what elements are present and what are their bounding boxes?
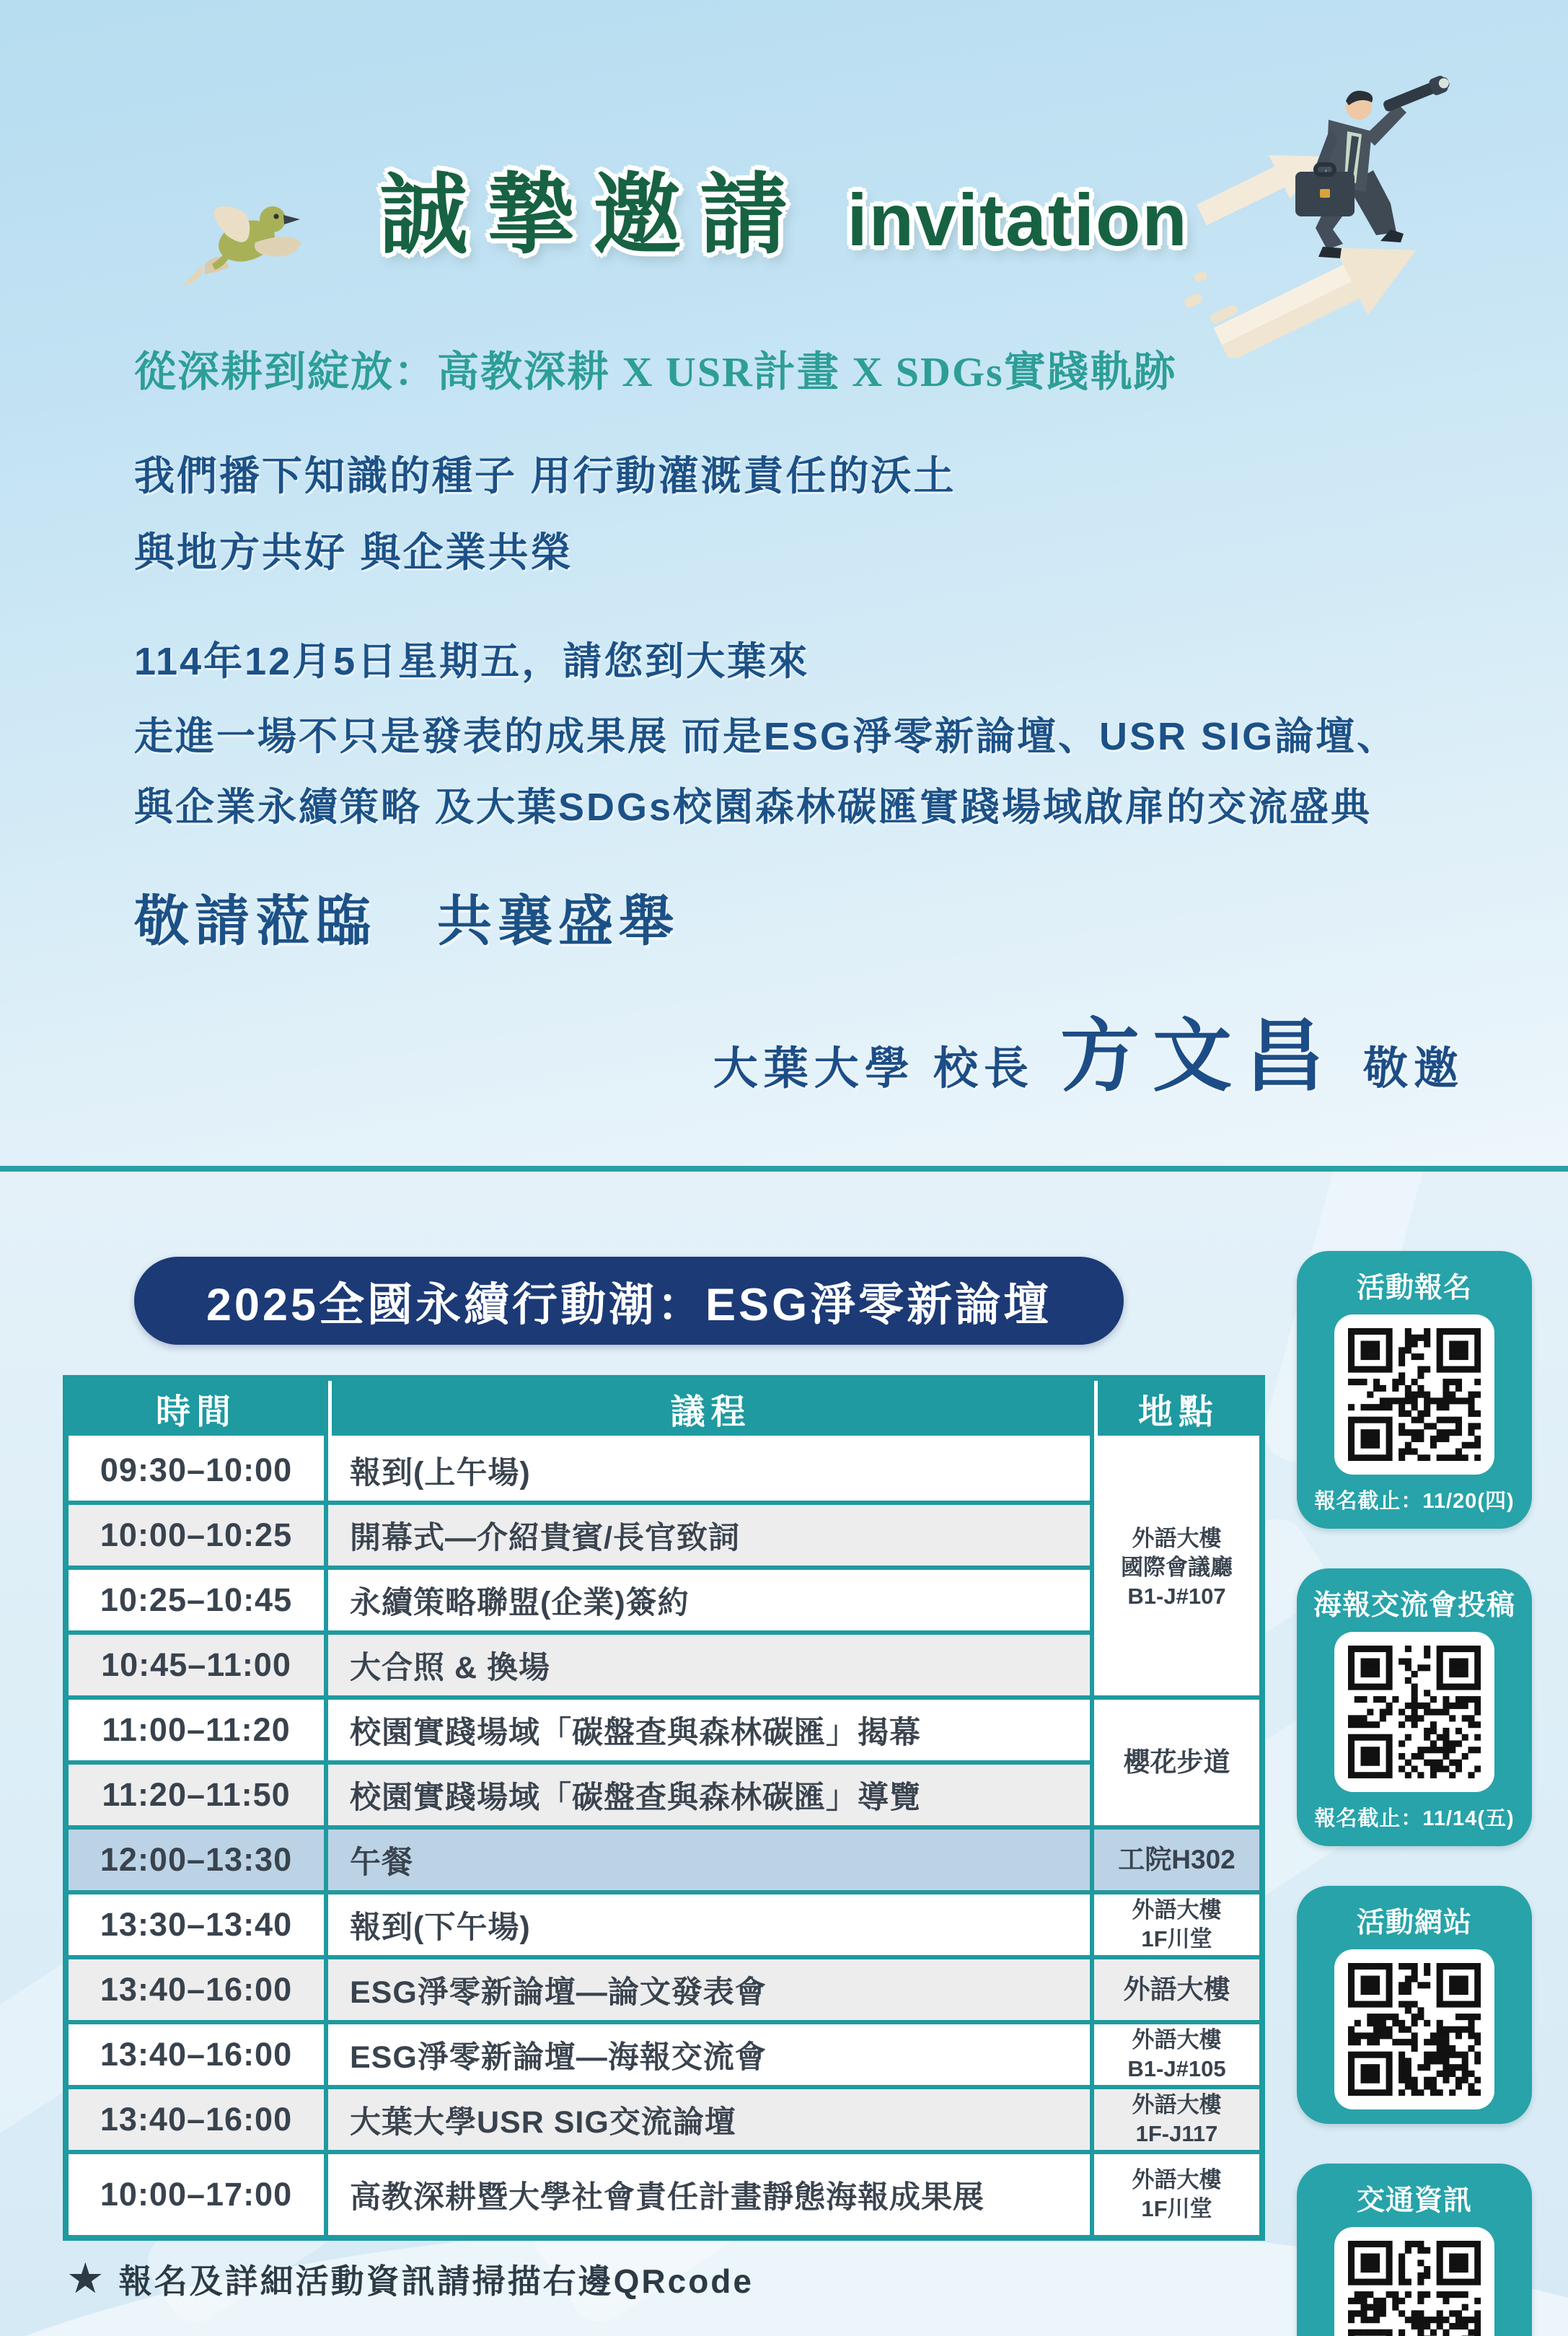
intro-line-2: 與地方共好 與企業共榮 xyxy=(134,530,573,575)
schedule-time-cell: 13:30–13:40 xyxy=(69,1894,324,1955)
schedule-location-cell xyxy=(1094,2024,1259,2085)
schedule-location-line: 外語大樓 xyxy=(1123,1974,1230,2004)
title-zh: 誠摯邀請 xyxy=(379,166,807,264)
schedule-header-3: 地點 xyxy=(1094,1381,1259,1436)
date-line-1: 114年12月5日星期五，請您到大葉來 xyxy=(134,640,810,683)
schedule-location-line: 國際會議廳 xyxy=(1121,1554,1233,1580)
schedule-location-line: B1-J#105 xyxy=(1127,2056,1226,2081)
star-icon: ★ xyxy=(69,2258,105,2300)
qr-card-2 xyxy=(1297,1568,1532,1846)
signature xyxy=(713,993,1464,1107)
schedule-agenda-cell: 大葉大學USR SIG交流論壇 xyxy=(328,2089,1090,2150)
schedule-title: 2025全國永續行動潮：ESG淨零新論壇 xyxy=(206,1279,1052,1330)
qr-card-3 xyxy=(1297,1886,1532,2124)
schedule-time-cell: 10:45–11:00 xyxy=(69,1635,324,1695)
qr-code xyxy=(1334,1314,1494,1475)
schedule-time-cell: 10:00–10:25 xyxy=(69,1505,324,1566)
schedule-agenda-cell: 報到(下午場) xyxy=(328,1894,1090,1955)
signature-prefix: 大葉大學 校長 xyxy=(713,1044,1034,1094)
schedule-agenda-cell: 校園實踐場域「碳盤查與森林碳匯」揭幕 xyxy=(328,1700,1090,1760)
qr-card-title: 活動報名 xyxy=(1356,1273,1472,1304)
title-en: invitation xyxy=(847,179,1189,261)
schedule-agenda-cell: 校園實踐場域「碳盤查與森林碳匯」導覽 xyxy=(328,1765,1090,1825)
schedule-location-cell xyxy=(1094,1700,1259,1825)
footer-note-text: 報名及詳細活動資訊請掃描右邊QRcode xyxy=(118,2262,754,2300)
schedule-agenda-cell: ESG淨零新論壇—海報交流會 xyxy=(328,2024,1090,2085)
schedule-location-cell xyxy=(1094,2089,1259,2150)
schedule-agenda-cell: 午餐 xyxy=(328,1830,1090,1890)
schedule-location-line: 外語大樓 xyxy=(1132,2091,1222,2117)
schedule-time-cell: 13:40–16:00 xyxy=(69,2089,324,2150)
schedule-time-cell: 11:00–11:20 xyxy=(69,1700,324,1760)
schedule-location-line: 外語大樓 xyxy=(1132,2027,1222,2052)
qr-code xyxy=(1334,1632,1494,1792)
schedule-location-line: 工院H302 xyxy=(1118,1844,1236,1874)
tagline: 從深耕到綻放：高教深耕 X USR計畫 X SDGs實踐軌跡 xyxy=(134,348,1177,395)
schedule-header-2: 議程 xyxy=(328,1381,1090,1436)
qr-card-deadline: 報名截止：11/20(四) xyxy=(1314,1490,1515,1513)
schedule-location-line: 櫻花步道 xyxy=(1123,1747,1230,1777)
schedule-time-cell: 10:00–17:00 xyxy=(69,2154,324,2235)
schedule-header-1: 時間 xyxy=(69,1381,324,1436)
schedule-table xyxy=(63,1375,1265,2241)
qr-card-title: 海報交流會投稿 xyxy=(1313,1590,1515,1621)
date-line-3: 與企業永續策略 及大葉SDGs校園森林碳匯實踐場域啟扉的交流盛典 xyxy=(134,786,1373,829)
schedule-location-cell xyxy=(1094,1830,1259,1890)
qr-card-title: 活動網站 xyxy=(1356,1907,1472,1938)
schedule-agenda-cell: 高教深耕暨大學社會責任計畫靜態海報成果展 xyxy=(328,2154,1090,2235)
qr-card-1 xyxy=(1297,1251,1532,1529)
invite-line: 敬請蒞臨 共襄盛舉 xyxy=(134,891,679,952)
schedule-title-banner xyxy=(134,1257,1124,1345)
schedule-location-line: 外語大樓 xyxy=(1132,1525,1222,1551)
qr-card-title: 交通資訊 xyxy=(1356,2185,1472,2216)
intro-line-1: 我們播下知識的種子 用行動灌溉責任的沃土 xyxy=(134,453,956,499)
schedule-location-cell xyxy=(1094,1440,1259,1695)
qr-card-4 xyxy=(1297,2164,1532,2336)
schedule-location-cell xyxy=(1094,1894,1259,1955)
schedule-location-line: 外語大樓 xyxy=(1132,2166,1222,2192)
schedule-time-cell: 13:40–16:00 xyxy=(69,2024,324,2085)
schedule-location-cell xyxy=(1094,2154,1259,2235)
date-line-2: 走進一場不只是發表的成果展 而是ESG淨零新論壇、USR SIG論壇、 xyxy=(134,715,1399,758)
footer-note xyxy=(69,2255,754,2303)
section-divider xyxy=(0,1166,1568,1172)
schedule-agenda-cell: 開幕式—介紹貴賓/長官致詞 xyxy=(328,1505,1090,1566)
qr-card-deadline: 報名截止：11/14(五) xyxy=(1314,1807,1515,1830)
qr-code xyxy=(1334,1949,1494,2109)
schedule-agenda-cell: 大合照 & 換場 xyxy=(328,1635,1090,1695)
schedule-location-line: B1-J#107 xyxy=(1127,1584,1226,1610)
schedule-time-cell: 11:20–11:50 xyxy=(69,1765,324,1825)
schedule-time-cell: 13:40–16:00 xyxy=(69,1959,324,2020)
schedule-agenda-cell: 報到(上午場) xyxy=(328,1440,1090,1501)
schedule-time-cell: 10:25–10:45 xyxy=(69,1570,324,1630)
page-title xyxy=(0,144,1568,271)
schedule-location-cell xyxy=(1094,1959,1259,2020)
schedule-agenda-cell: ESG淨零新論壇—論文發表會 xyxy=(328,1959,1090,2020)
schedule-location-line: 1F-J117 xyxy=(1135,2121,1218,2146)
signature-name: 方文昌 xyxy=(1060,1013,1337,1101)
schedule-location-line: 外語大樓 xyxy=(1132,1897,1222,1923)
signature-suffix: 敬邀 xyxy=(1362,1044,1464,1094)
qr-code xyxy=(1334,2227,1494,2336)
qr-sidebar xyxy=(1297,1251,1532,2336)
schedule-time-cell: 09:30–10:00 xyxy=(69,1440,324,1501)
schedule-agenda-cell: 永續策略聯盟(企業)簽約 xyxy=(328,1570,1090,1630)
schedule-time-cell: 12:00–13:30 xyxy=(69,1830,324,1890)
schedule-location-line: 1F川堂 xyxy=(1141,1926,1212,1951)
schedule-location-line: 1F川堂 xyxy=(1141,2196,1212,2221)
